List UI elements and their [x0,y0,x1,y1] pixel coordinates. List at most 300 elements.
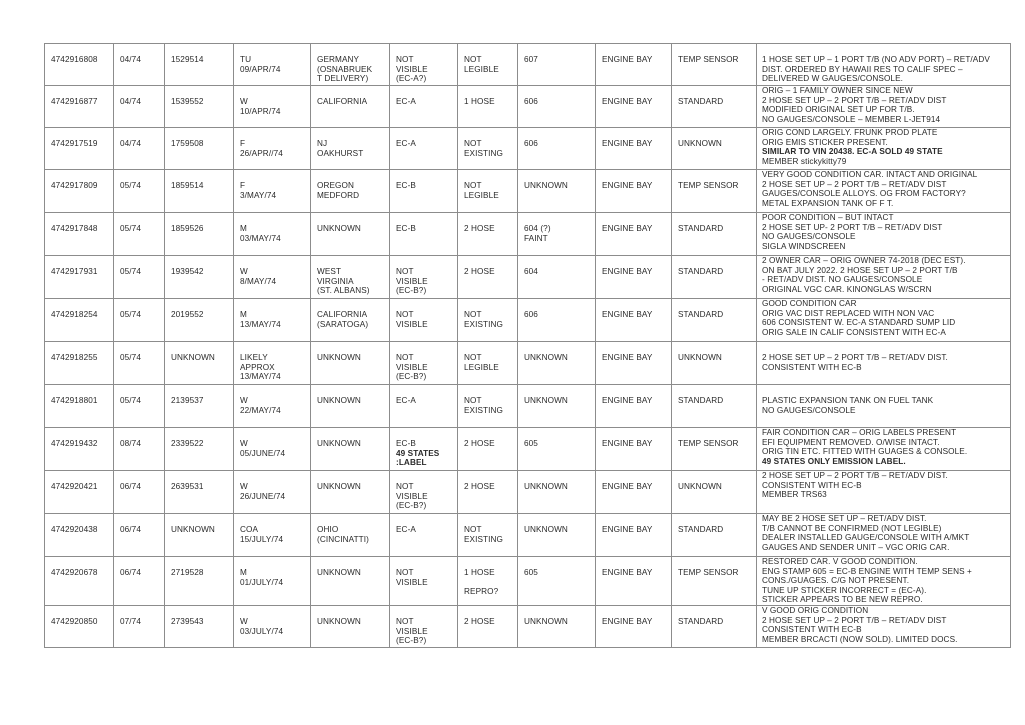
date-cell [234,86,311,128]
emission-code-cell [390,128,458,170]
hose-cell-text: NOT EXISTING [464,525,504,544]
location-cell [311,514,390,557]
emission-code-cell-text: EC-A [396,97,416,106]
date-cell [234,514,311,557]
number-cell-text: 2739543 [171,616,204,626]
area-cell [596,605,672,647]
sensor-type-cell-text: STANDARD [678,396,724,405]
date-cell-text: COA 15/JULY/74 [240,525,284,544]
emission-code-cell-text: NOT VISIBLE (EC-B?) [396,616,428,646]
location-cell-text: UNKNOWN [317,482,361,491]
date-cell-text: W 05/JUNE/74 [240,439,286,458]
hose-cell [458,557,518,606]
notes-cell [757,256,1011,299]
vin-cell [45,428,114,471]
emission-code-cell [390,605,458,647]
emission-code-cell-text: EC-A [396,525,416,534]
month-cell-text: 04/74 [120,139,141,148]
area-cell [596,299,672,342]
number-cell-text: 1859514 [171,181,204,190]
date-cell-text: W 03/JULY/74 [240,616,284,636]
vin-cell-text: 4742917809 [51,181,98,190]
vin-cell [45,128,114,170]
number-cell [165,385,234,428]
month-cell-text: 06/74 [120,525,141,534]
month-cell-text: 05/74 [120,353,141,362]
location-cell-text: NJ OAKHURST [317,139,364,158]
emission-code-cell [390,44,458,86]
number-cell [165,170,234,213]
emission-code-cell-text: EC-B [396,224,416,233]
notes-text: GOOD CONDITION CAR ORIG VAC DIST REPLACED WITH NON VAC 606 CONSISTENT W. EC-A STANDARD SUMP LID ORIG SALE IN CALIF CONSISTENT WITH EC-A [762,299,956,337]
vin-cell [45,342,114,385]
stamp-cell-text: UNKNOWN [524,396,568,405]
stamp-cell-text: UNKNOWN [524,482,568,491]
area-cell-text: ENGINE BAY [602,439,653,448]
number-cell [165,44,234,86]
vin-cell-text: 4742917848 [51,224,98,233]
location-cell-text: CALIFORNIA (SARATOGA) [317,310,369,329]
emission-code-cell [390,514,458,557]
emission-code-cell [390,557,458,606]
month-cell-text: 07/74 [120,616,141,626]
month-cell [114,471,165,514]
location-cell [311,86,390,128]
notes-member-text: MEMBER stickykitty79 [762,156,847,166]
stamp-cell-text: 605 [524,439,538,448]
location-cell [311,256,390,299]
location-cell [311,128,390,170]
sensor-type-cell-text: UNKNOWN [678,353,722,362]
notes-text: POOR CONDITION – BUT INTACT 2 HOSE SET UP- 2 PORT T/B – RET/ADV DIST NO GAUGES/CONSOLE SIGLA WINDSCREEN [762,213,943,251]
area-cell [596,471,672,514]
hose-cell [458,256,518,299]
stamp-cell [518,299,596,342]
date-cell [234,299,311,342]
sensor-type-cell-text: STANDARD [678,224,724,233]
date-cell-text: F 26/APR//74 [240,139,283,158]
area-cell [596,514,672,557]
hose-cell [458,471,518,514]
hose-cell-text: NOT EXISTING [464,396,504,415]
sensor-type-cell [672,385,757,428]
number-cell [165,557,234,606]
emission-code-cell-text: NOT VISIBLE (EC-A?) [396,55,428,84]
vin-cell-text: 4742918255 [51,353,98,362]
notes-cell [757,213,1011,256]
area-cell-text: ENGINE BAY [602,55,653,64]
vin-cell [45,471,114,514]
hose-cell-text: 2 HOSE [464,482,495,491]
number-cell-text: 1759508 [171,139,204,148]
notes-cell [757,605,1011,647]
sensor-type-cell-text: STANDARD [678,616,724,626]
notes-text: FAIR CONDITION CAR – ORIG LABELS PRESENT EFI EQUIPMENT REMOVED. O/WISE INTACT. ORIG TIN ETC. FITTED WITH GUAGES & CONSOLE. [762,428,968,457]
month-cell-text: 05/74 [120,310,141,319]
sensor-type-cell-text: STANDARD [678,310,724,319]
hose-cell-text: NOT EXISTING [464,310,504,329]
number-cell [165,471,234,514]
area-cell [596,86,672,128]
stamp-cell [518,557,596,606]
area-cell [596,44,672,86]
date-cell [234,256,311,299]
location-cell [311,471,390,514]
number-cell-text: 1529514 [171,55,204,64]
location-cell [311,385,390,428]
date-cell [234,471,311,514]
emission-code-cell-text: NOT VISIBLE (EC-B?) [396,267,428,296]
sensor-type-cell [672,213,757,256]
location-cell-text: UNKNOWN [317,353,361,362]
area-cell-text: ENGINE BAY [602,139,653,148]
location-cell [311,170,390,213]
stamp-cell [518,44,596,86]
area-cell-text: ENGINE BAY [602,310,653,319]
notes-text: PLASTIC EXPANSION TANK ON FUEL TANK NO GAUGES/CONSOLE [762,396,934,415]
stamp-cell [518,428,596,471]
number-cell [165,428,234,471]
hose-cell-text: 1 HOSE [464,97,495,106]
location-cell-text: OREGON MEDFORD [317,181,360,200]
notes-cell [757,385,1011,428]
sensor-type-cell [672,299,757,342]
area-cell [596,428,672,471]
vin-cell-text: 4742916877 [51,97,98,106]
month-cell [114,557,165,606]
stamp-cell-text: 604 (?) FAINT [524,224,551,243]
month-cell [114,299,165,342]
table-row [45,385,1011,428]
emission-label-note: 49 STATES :LABEL [396,448,440,468]
date-cell-text: M 03/MAY/74 [240,224,281,243]
month-cell-text: 06/74 [120,482,141,491]
vin-cell-text: 4742918254 [51,310,98,319]
hose-cell-text: NOT LEGIBLE [464,353,499,372]
location-cell [311,605,390,647]
sensor-type-cell [672,44,757,86]
month-cell-text: 04/74 [120,97,141,106]
number-cell-text: 1859526 [171,224,204,233]
hose-cell [458,213,518,256]
emission-code-cell-text: EC-A [396,139,416,148]
notes-text: 1 HOSE SET UP – 1 PORT T/B (NO ADV PORT) – RET/ADV DIST. ORDERED BY HAWAII RES TO CALIF SPEC – DELIVERED W GAUGES/CONSOLE. [762,55,990,84]
notes-cell [757,428,1011,471]
location-cell [311,44,390,86]
notes-cell [757,342,1011,385]
notes-cell [757,514,1011,557]
area-cell-text: ENGINE BAY [602,616,653,626]
sensor-type-cell [672,557,757,606]
vin-cell-text: 4742917931 [51,267,98,276]
location-cell-text: OHIO (CINCINATTI) [317,525,369,544]
hose-cell [458,128,518,170]
date-cell [234,342,311,385]
notes-text: ORIG COND LARGELY. FRUNK PROD PLATE ORIG EMIS STICKER PRESENT. [762,128,938,147]
date-cell-text: W 22/MAY/74 [240,396,281,415]
hose-cell [458,170,518,213]
date-cell [234,385,311,428]
stamp-cell-text: UNKNOWN [524,525,568,534]
stamp-cell [518,471,596,514]
stamp-cell-text: 604 [524,267,538,276]
hose-cell-text: NOT EXISTING [464,139,504,158]
emission-code-cell [390,213,458,256]
date-cell-text: LIKELY APPROX 13/MAY/74 [240,353,281,382]
location-cell-text: WEST VIRGINIA (ST. ALBANS) [317,267,370,296]
location-cell-text: UNKNOWN [317,396,361,405]
table-row [45,605,1011,647]
number-cell-text: 1539552 [171,97,204,106]
notes-text: ORIG – 1 FAMILY OWNER SINCE NEW 2 HOSE SET UP – 2 PORT T/B – RET/ADV DIST MODIFIED ORIGINAL SET UP FOR T/B. NO GAUGES/CONSOLE – MEMBER L-JET914 [762,86,947,124]
area-cell-text: ENGINE BAY [602,568,653,577]
area-cell [596,385,672,428]
number-cell-text: UNKNOWN [171,353,215,362]
area-cell-text: ENGINE BAY [602,97,653,106]
number-cell [165,605,234,647]
notes-text: 2 OWNER CAR – ORIG OWNER 74-2018 (DEC EST). ON BAT JULY 2022. 2 HOSE SET UP – 2 PORT T/B - RET/ADV DIST. NO GAUGES/CONSOLE ORIGINAL VGC CAR. KINONGLAS W/SCRN [762,256,966,294]
emission-code-cell-text: EC-A [396,396,416,405]
month-cell [114,256,165,299]
month-cell-text: 05/74 [120,224,141,233]
location-cell-text: GERMANY (OSNABRUEK T DELIVERY) [317,55,373,84]
stamp-cell [518,170,596,213]
emission-code-cell [390,299,458,342]
notes-text: 2 HOSE SET UP – 2 PORT T/B – RET/ADV DIST. CONSISTENT WITH EC-B [762,353,948,372]
area-cell-text: ENGINE BAY [602,525,653,534]
number-cell-text: 2339522 [171,439,204,448]
number-cell-text: UNKNOWN [171,525,215,534]
vin-cell-text: 4742920421 [51,482,98,491]
hose-cell [458,514,518,557]
date-cell-text: W 10/APR/74 [240,97,281,116]
month-cell [114,86,165,128]
location-cell [311,299,390,342]
hose-cell-text: 2 HOSE [464,616,495,626]
notes-cell [757,170,1011,213]
number-cell [165,256,234,299]
number-cell [165,213,234,256]
table-row [45,557,1011,606]
notes-cell [757,299,1011,342]
emission-code-cell [390,342,458,385]
stamp-cell-text: UNKNOWN [524,181,568,190]
area-cell [596,342,672,385]
number-cell-text: 2139537 [171,396,204,405]
location-cell-text: UNKNOWN [317,224,361,233]
area-cell [596,128,672,170]
hose-cell [458,86,518,128]
date-cell-text: W 8/MAY/74 [240,267,277,286]
date-cell-text: M 13/MAY/74 [240,310,281,329]
area-cell-text: ENGINE BAY [602,181,653,190]
date-cell [234,44,311,86]
vin-cell [45,170,114,213]
sensor-type-cell-text: STANDARD [678,525,724,534]
number-cell [165,342,234,385]
stamp-cell [518,128,596,170]
vin-cell-text: 4742918801 [51,396,98,405]
vin-cell [45,557,114,606]
sensor-type-cell [672,342,757,385]
sensor-type-cell [672,128,757,170]
area-cell-text: ENGINE BAY [602,482,653,491]
date-cell-text: W 26/JUNE/74 [240,482,286,501]
date-cell [234,170,311,213]
emission-code-cell-text: EC-B [396,181,416,190]
location-cell [311,342,390,385]
table-row [45,86,1011,128]
emission-code-cell [390,256,458,299]
vin-cell-text: 4742919432 [51,439,98,448]
table-row [45,213,1011,256]
hose-cell [458,605,518,647]
stamp-cell [518,385,596,428]
notes-text: VERY GOOD CONDITION CAR. INTACT AND ORIGINAL 2 HOSE SET UP – 2 PORT T/B – RET/ADV DIST GAUGES/CONSOLE ALLOYS. OG FROM FACTORY? METAL EXPANSION TANK OF F T. [762,170,978,208]
number-cell-text: 2019552 [171,310,204,319]
month-cell [114,605,165,647]
sensor-type-cell-text: UNKNOWN [678,482,722,491]
sensor-type-cell [672,605,757,647]
emission-code-cell-text: NOT VISIBLE [396,568,428,587]
table-row [45,128,1011,170]
date-cell-text: F 3/MAY/74 [240,181,277,200]
location-cell [311,557,390,606]
emission-code-cell [390,385,458,428]
sensor-type-cell [672,256,757,299]
sensor-type-cell [672,170,757,213]
number-cell [165,299,234,342]
notes-cell [757,86,1011,128]
month-cell [114,514,165,557]
notes-bold-text: 49 STATES ONLY EMISSION LABEL. [762,456,906,466]
notes-cell [757,557,1011,606]
month-cell [114,213,165,256]
vin-cell [45,605,114,647]
sensor-type-cell-text: TEMP SENSOR [678,181,739,190]
notes-text: MAY BE 2 HOSE SET UP – RET/ADV DIST. T/B CANNOT BE CONFIRMED (NOT LEGIBLE) DEALER INSTALLED GAUGE/CONSOLE WITH A/MKT GAUGES AND SENDER UNIT – VGC ORIG CAR. [762,514,970,552]
location-cell-text: CALIFORNIA [317,97,368,106]
hose-cell [458,385,518,428]
month-cell [114,428,165,471]
vin-cell [45,44,114,86]
month-cell-text: 04/74 [120,55,141,64]
month-cell [114,385,165,428]
table-row [45,256,1011,299]
location-cell [311,213,390,256]
area-cell [596,170,672,213]
month-cell [114,128,165,170]
sensor-type-cell [672,514,757,557]
vin-cell [45,299,114,342]
area-cell-text: ENGINE BAY [602,396,653,405]
stamp-cell [518,514,596,557]
emission-code-cell-text: EC-B [396,439,416,448]
table-row [45,299,1011,342]
table-row [45,471,1011,514]
table-row [45,428,1011,471]
sensor-type-cell-text: STANDARD [678,97,724,106]
sensor-type-cell-text: TEMP SENSOR [678,439,739,448]
sensor-type-cell-text: UNKNOWN [678,139,722,148]
area-cell-text: ENGINE BAY [602,224,653,233]
hose-cell-text: 2 HOSE [464,224,495,233]
month-cell [114,170,165,213]
stamp-cell [518,605,596,647]
notes-cell [757,44,1011,86]
table-row [45,514,1011,557]
month-cell-text: 05/74 [120,267,141,276]
area-cell-text: ENGINE BAY [602,267,653,276]
sensor-type-cell-text: TEMP SENSOR [678,55,739,64]
stamp-cell [518,86,596,128]
sensor-type-cell [672,471,757,514]
area-cell [596,557,672,606]
vin-cell-text: 4742920850 [51,616,98,626]
hose-cell-text: 2 HOSE [464,439,495,448]
date-cell-text: TU 09/APR/74 [240,55,281,74]
vin-cell [45,256,114,299]
area-cell-text: ENGINE BAY [602,353,653,362]
location-cell-text: UNKNOWN [317,568,361,577]
emission-code-cell-text: NOT VISIBLE (EC-B?) [396,482,428,511]
date-cell [234,557,311,606]
date-cell [234,605,311,647]
date-cell [234,213,311,256]
date-cell [234,128,311,170]
sensor-type-cell [672,86,757,128]
stamp-cell-text: 605 [524,568,538,577]
month-cell-text: 05/74 [120,396,141,405]
vin-cell [45,385,114,428]
stamp-cell-text: UNKNOWN [524,353,568,362]
vin-cell-text: 4742920438 [51,525,98,534]
notes-cell [757,128,1011,170]
month-cell [114,44,165,86]
vin-cell-text: 4742920678 [51,568,98,577]
month-cell [114,342,165,385]
stamp-cell-text: 606 [524,139,538,148]
stamp-cell-text: 607 [524,55,538,64]
stamp-cell [518,256,596,299]
number-cell-text: 2639531 [171,482,204,491]
hose-cell [458,428,518,471]
hose-cell [458,299,518,342]
stamp-cell [518,213,596,256]
table-row [45,342,1011,385]
location-cell [311,428,390,471]
sensor-type-cell-text: STANDARD [678,267,724,276]
table-row [45,170,1011,213]
hose-cell-text: 2 HOSE [464,267,495,276]
sensor-type-cell [672,428,757,471]
hose-cell-text: 1 HOSE REPRO? [464,568,499,597]
number-cell [165,128,234,170]
emission-code-cell-text: NOT VISIBLE [396,310,428,329]
month-cell-text: 08/74 [120,439,141,448]
date-cell-text: M 01/JULY/74 [240,568,284,587]
stamp-cell [518,342,596,385]
month-cell-text: 05/74 [120,181,141,190]
table-row [45,44,1011,86]
number-cell [165,86,234,128]
hose-cell [458,44,518,86]
number-cell [165,514,234,557]
number-cell-text: 2719528 [171,568,204,577]
notes-bold-text: SIMILAR TO VIN 20438. EC-A SOLD 49 STATE [762,147,943,157]
sensor-type-cell-text: TEMP SENSOR [678,568,739,577]
emission-code-cell [390,86,458,128]
